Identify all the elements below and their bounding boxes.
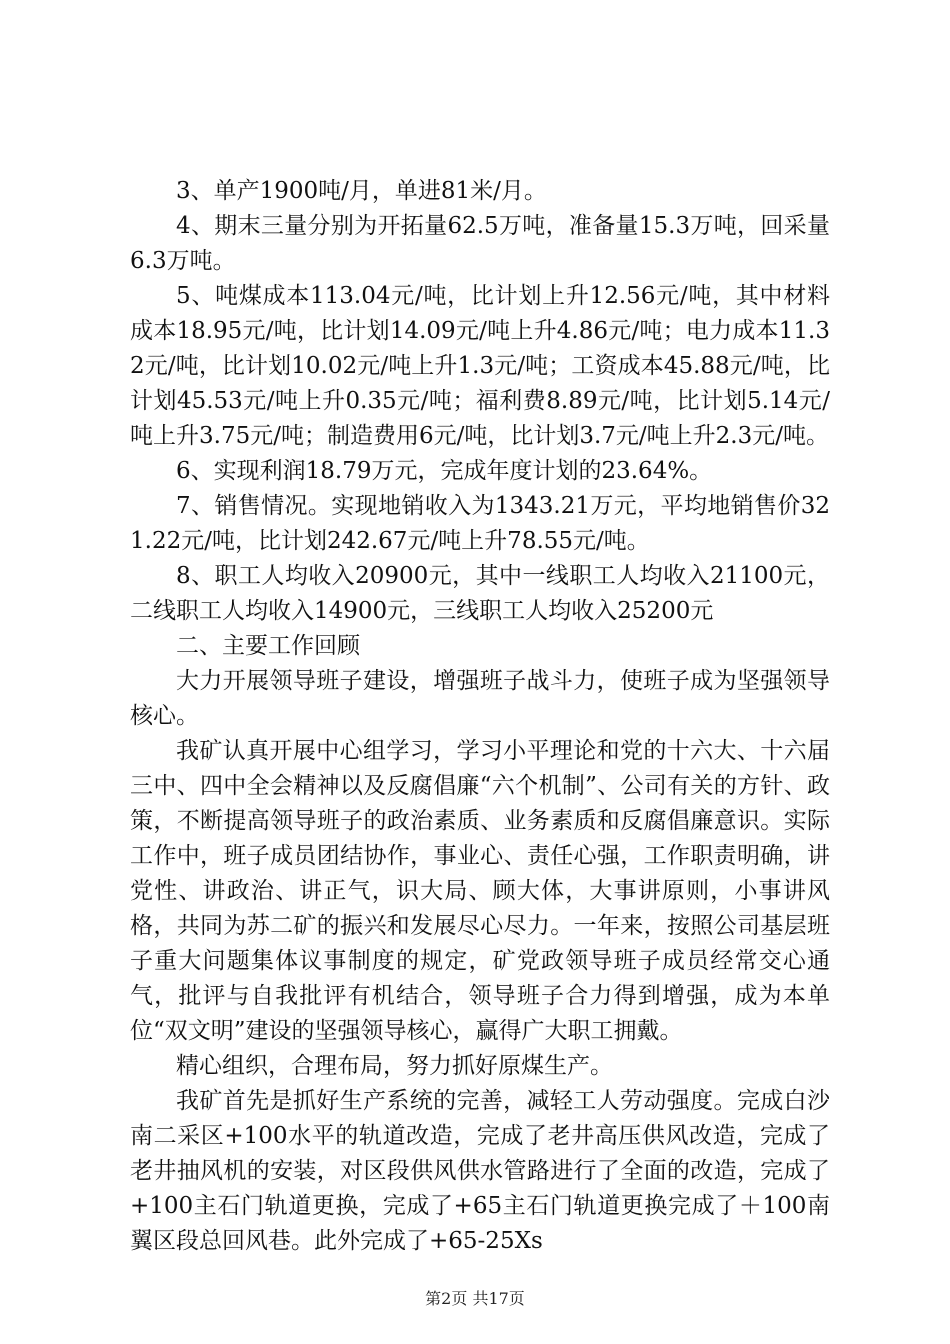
paragraph-leadership: 我矿认真开展中心组学习，学习小平理论和党的十六大、十六届三中、四中全会精神以及反腐倡廉“六个机制”、公司有关的方针、政策，不断提高领导班子的政治素质、业务素质和反腐倡廉意识。实际工作中，班子成员团结协作，事业心、责任心强，工作职责明确，讲党性、讲政治、讲正气，识大局、顾大体，大事讲原则，小事讲风格，共同为苏二矿的振兴和发展尽心尽力。一年来，按照公司基层班子重大问题集体议事制度的规定，矿党政领导班子成员经常交心通气，批评与自我批评有机结合，领导班子合力得到增强，成为本单位“双文明”建设的坚强领导核心，赢得广大职工拥戴。 bbox=[130, 738, 830, 1044]
paragraph-item-3: 3、单产1900吨/月，单进81米/月。 bbox=[176, 178, 547, 204]
paragraph-item-4: 4、期末三量分别为开拓量62.5万吨，准备量15.3万吨，回采量6.3万吨。 bbox=[130, 213, 830, 274]
section-heading: 二、主要工作回顾 bbox=[176, 633, 360, 659]
document-body bbox=[130, 174, 830, 1259]
subheading-production: 精心组织，合理布局，努力抓好原煤生产。 bbox=[176, 1053, 613, 1079]
paragraph-item-8: 8、职工人均收入20900元，其中一线职工人均收入21100元，二线职工人均收入14900元，三线职工人均收入25200元 bbox=[130, 563, 830, 624]
subheading-leadership: 大力开展领导班子建设，增强班子战斗力，使班子成为坚强领导核心。 bbox=[130, 668, 830, 729]
paragraph-item-5: 5、吨煤成本113.04元/吨，比计划上升12.56元/吨，其中材料成本18.95元/吨，比计划14.09元/吨上升4.86元/吨；电力成本11.32元/吨，比计划10.02元/吨上升1.3元/吨；工资成本45.88元/吨，比计划45.53元/吨上升0.35元/吨；福利费8.89元/吨，比计划5.14元/吨上升3.75元/吨；制造费用6元/吨，比计划3.7元/吨上升2.3元/吨。 bbox=[130, 283, 830, 449]
paragraph-item-7: 7、销售情况。实现地销收入为1343.21万元，平均地销售价321.22元/吨，比计划242.67元/吨上升78.55元/吨。 bbox=[130, 493, 830, 554]
paragraph-item-6: 6、实现利润18.79万元，完成年度计划的23.64%。 bbox=[176, 458, 713, 484]
page-footer: 第2页 共17页 bbox=[425, 1289, 525, 1308]
paragraph-production: 我矿首先是抓好生产系统的完善，减轻工人劳动强度。完成白沙南二采区+100水平的轨道改造，完成了老井高压供风改造，完成了老井抽风机的安装，对区段供风供水管路进行了全面的改造，完成了+100主石门轨道更换，完成了+65主石门轨道更换完成了＋100南翼区段总回风巷。此外完成了+65-25Xs bbox=[130, 1088, 830, 1254]
